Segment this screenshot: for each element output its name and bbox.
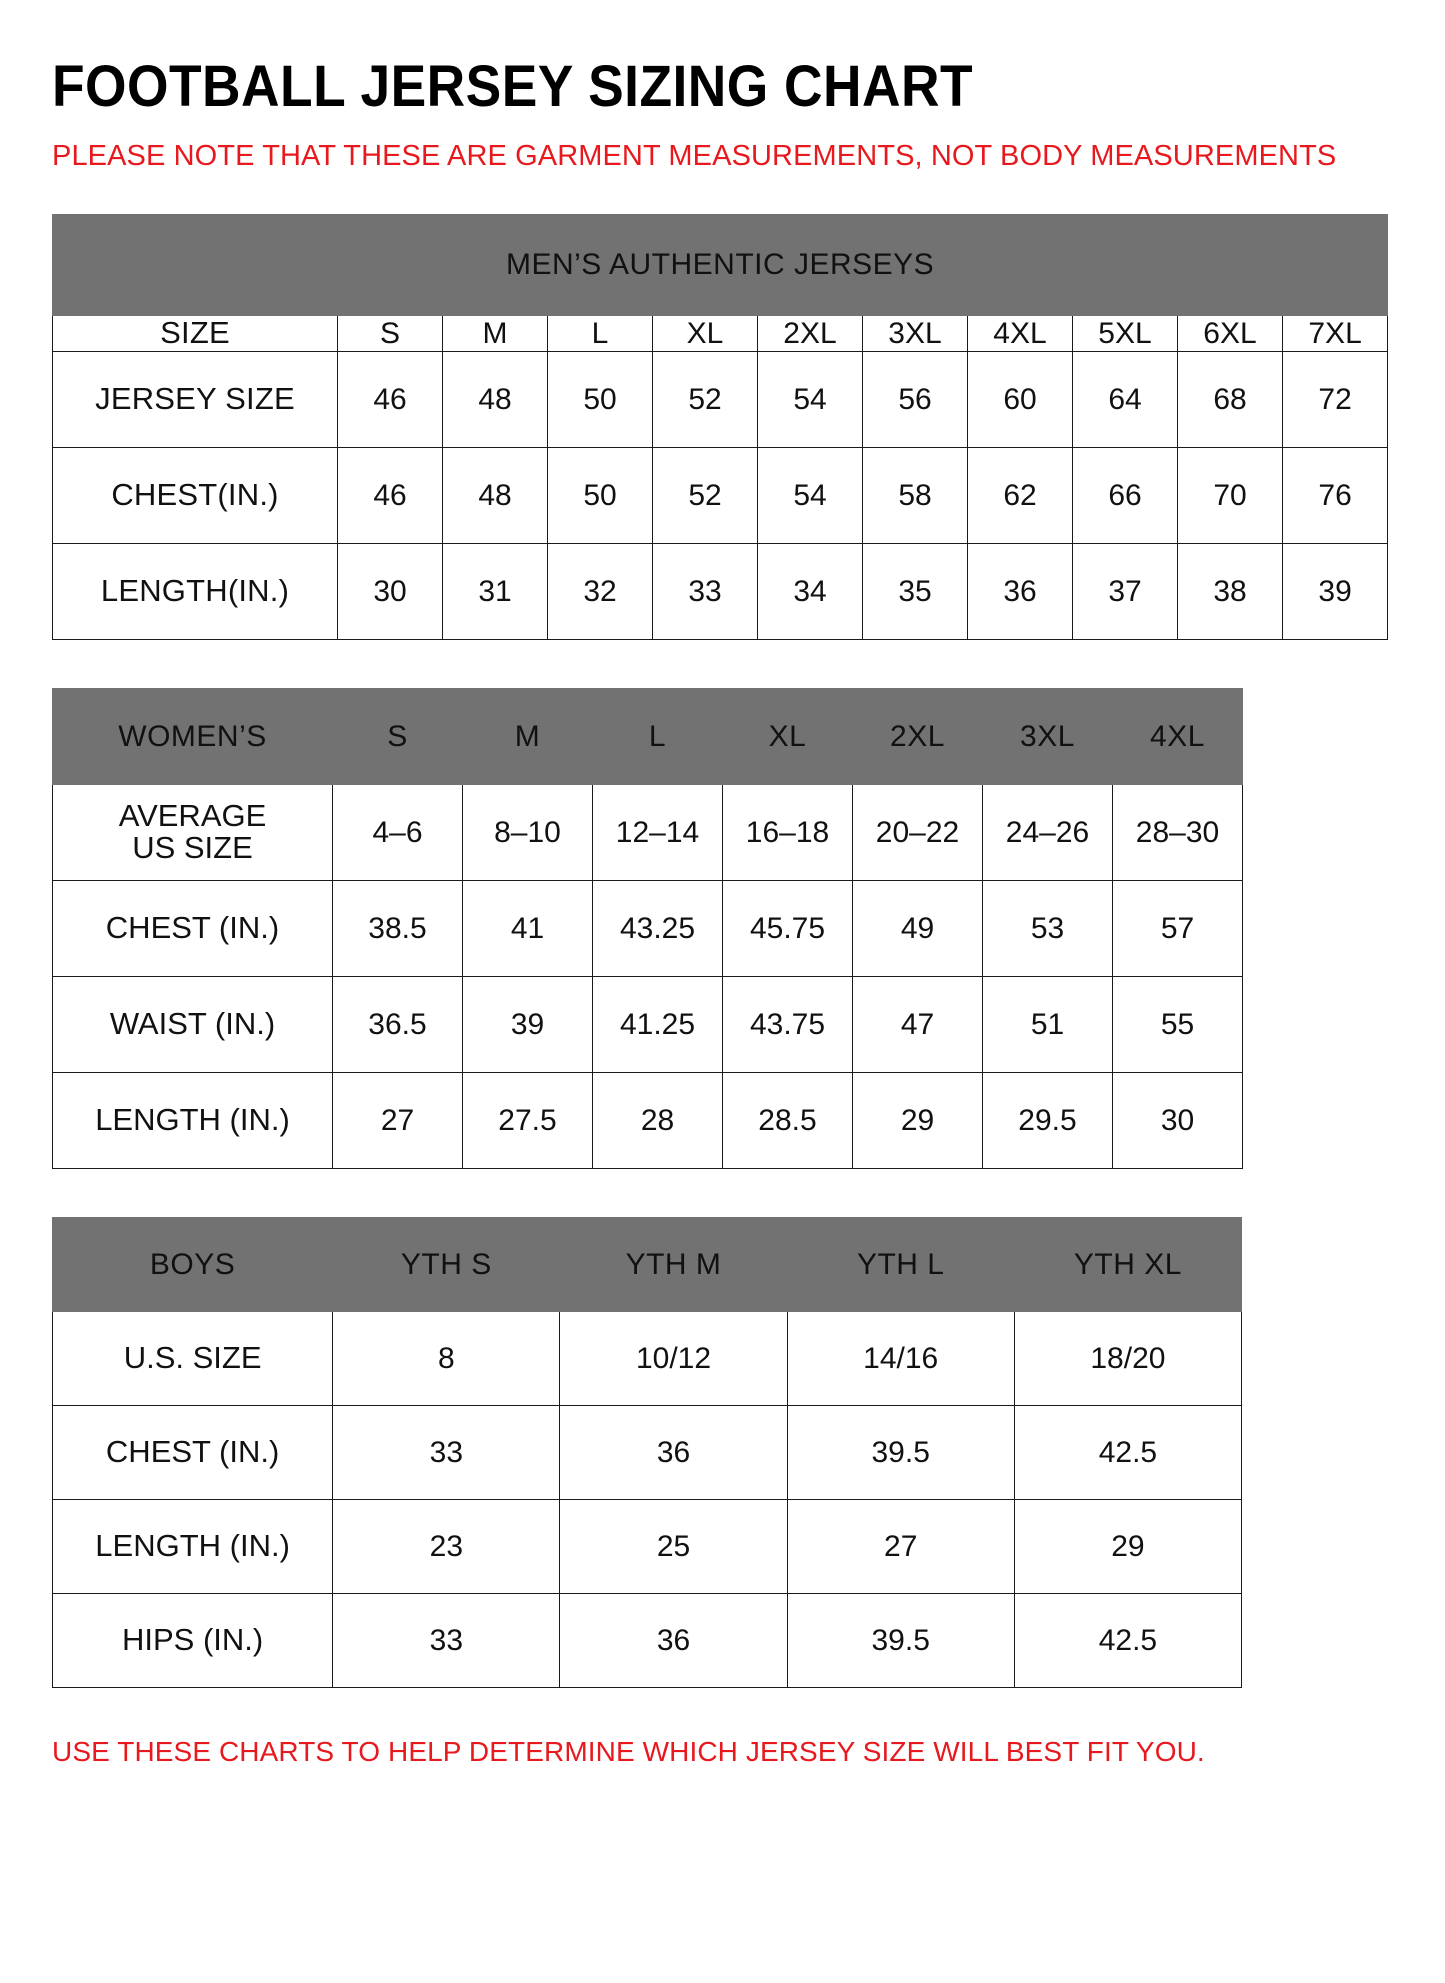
table-cell: 51	[983, 976, 1113, 1072]
table-cell: 18/20	[1014, 1311, 1241, 1405]
table-cell: 39.5	[787, 1405, 1014, 1499]
table-cell: 42.5	[1014, 1405, 1241, 1499]
womens-header-2xl: 2XL	[853, 688, 983, 784]
table-cell: 38	[1178, 543, 1283, 639]
womens-sizing-table	[52, 688, 1243, 1169]
boys-row-label: CHEST (IN.)	[53, 1405, 333, 1499]
table-cell: 43.25	[593, 880, 723, 976]
table-cell: 29.5	[983, 1072, 1113, 1168]
womens-header-l: L	[593, 688, 723, 784]
womens-header-label: WOMEN’S	[53, 688, 333, 784]
table-cell: 68	[1178, 351, 1283, 447]
table-cell: 27	[787, 1499, 1014, 1593]
womens-row-label: WAIST (IN.)	[53, 976, 333, 1072]
mens-header-l: L	[548, 316, 653, 352]
table-cell: 39.5	[787, 1593, 1014, 1687]
table-cell: 36	[560, 1405, 787, 1499]
table-cell: 49	[853, 880, 983, 976]
table-cell: 54	[758, 351, 863, 447]
boys-header-yth-m: YTH M	[560, 1217, 787, 1311]
table-cell: 37	[1073, 543, 1178, 639]
table-cell: 64	[1073, 351, 1178, 447]
boys-row-label: U.S. SIZE	[53, 1311, 333, 1405]
mens-header-s: S	[338, 316, 443, 352]
table-cell: 45.75	[723, 880, 853, 976]
table-cell: 55	[1113, 976, 1243, 1072]
table-cell: 60	[968, 351, 1073, 447]
table-cell: 8	[333, 1311, 560, 1405]
table-cell: 23	[333, 1499, 560, 1593]
womens-row-label	[53, 784, 333, 880]
mens-band-row	[53, 215, 1388, 316]
table-cell: 33	[333, 1593, 560, 1687]
table-cell: 33	[653, 543, 758, 639]
page-subtitle: PLEASE NOTE THAT THESE ARE GARMENT MEASUREMENTS, NOT BODY MEASUREMENTS	[52, 140, 1337, 172]
womens-header-s: S	[333, 688, 463, 784]
table-row	[53, 447, 1388, 543]
table-row	[53, 1072, 1243, 1168]
table-row	[53, 543, 1388, 639]
womens-row-label-line1: AVERAGE	[118, 797, 267, 833]
table-row	[53, 784, 1243, 880]
table-cell: 41	[463, 880, 593, 976]
mens-row-label: CHEST(IN.)	[53, 447, 338, 543]
page-title: FOOTBALL JERSEY SIZING CHART	[52, 54, 974, 119]
table-cell: 36.5	[333, 976, 463, 1072]
table-cell: 42.5	[1014, 1593, 1241, 1687]
table-cell: 12–14	[593, 784, 723, 880]
table-cell: 31	[443, 543, 548, 639]
table-cell: 50	[548, 351, 653, 447]
boys-row-label: LENGTH (IN.)	[53, 1499, 333, 1593]
mens-header-7xl: 7XL	[1283, 316, 1388, 352]
table-cell: 20–22	[853, 784, 983, 880]
table-cell: 46	[338, 351, 443, 447]
table-cell: 58	[863, 447, 968, 543]
table-cell: 33	[333, 1405, 560, 1499]
table-cell: 50	[548, 447, 653, 543]
table-cell: 30	[1113, 1072, 1243, 1168]
table-cell: 47	[853, 976, 983, 1072]
mens-header-3xl: 3XL	[863, 316, 968, 352]
mens-row-label: JERSEY SIZE	[53, 351, 338, 447]
table-cell: 66	[1073, 447, 1178, 543]
womens-header-row	[53, 688, 1243, 784]
table-row	[53, 1311, 1242, 1405]
table-row	[53, 1405, 1242, 1499]
table-cell: 32	[548, 543, 653, 639]
table-row	[53, 880, 1243, 976]
table-cell: 8–10	[463, 784, 593, 880]
womens-row-label-line2: US SIZE	[132, 830, 253, 866]
boys-row-label: HIPS (IN.)	[53, 1593, 333, 1687]
table-cell: 53	[983, 880, 1113, 976]
table-cell: 57	[1113, 880, 1243, 976]
boys-header-yth-l: YTH L	[787, 1217, 1014, 1311]
boys-header-label: BOYS	[53, 1217, 333, 1311]
table-row	[53, 1499, 1242, 1593]
table-cell: 41.25	[593, 976, 723, 1072]
table-cell: 52	[653, 447, 758, 543]
mens-header-6xl: 6XL	[1178, 316, 1283, 352]
mens-header-row	[53, 316, 1388, 352]
table-cell: 76	[1283, 447, 1388, 543]
womens-header-m: M	[463, 688, 593, 784]
table-cell: 24–26	[983, 784, 1113, 880]
footer-note: USE THESE CHARTS TO HELP DETERMINE WHICH JERSEY SIZE WILL BEST FIT YOU.	[52, 1735, 1205, 1767]
table-cell: 28–30	[1113, 784, 1243, 880]
womens-row-label: LENGTH (IN.)	[53, 1072, 333, 1168]
table-cell: 16–18	[723, 784, 853, 880]
table-cell: 39	[463, 976, 593, 1072]
boys-sizing-table	[52, 1217, 1242, 1688]
table-cell: 52	[653, 351, 758, 447]
mens-header-4xl: 4XL	[968, 316, 1073, 352]
mens-sizing-table	[52, 214, 1388, 640]
table-cell: 56	[863, 351, 968, 447]
mens-header-m: M	[443, 316, 548, 352]
mens-header-2xl: 2XL	[758, 316, 863, 352]
table-cell: 10/12	[560, 1311, 787, 1405]
womens-row-label: CHEST (IN.)	[53, 880, 333, 976]
table-cell: 48	[443, 447, 548, 543]
table-cell: 25	[560, 1499, 787, 1593]
table-cell: 38.5	[333, 880, 463, 976]
table-cell: 72	[1283, 351, 1388, 447]
table-row	[53, 976, 1243, 1072]
table-cell: 70	[1178, 447, 1283, 543]
mens-header-5xl: 5XL	[1073, 316, 1178, 352]
table-cell: 27	[333, 1072, 463, 1168]
mens-row-label: LENGTH(IN.)	[53, 543, 338, 639]
boys-header-yth-xl: YTH XL	[1014, 1217, 1241, 1311]
womens-header-3xl: 3XL	[983, 688, 1113, 784]
table-cell: 4–6	[333, 784, 463, 880]
table-cell: 14/16	[787, 1311, 1014, 1405]
mens-band-title: MEN’S AUTHENTIC JERSEYS	[53, 215, 1388, 316]
table-cell: 34	[758, 543, 863, 639]
womens-header-4xl: 4XL	[1113, 688, 1243, 784]
womens-header-xl: XL	[723, 688, 853, 784]
table-cell: 29	[853, 1072, 983, 1168]
table-cell: 36	[968, 543, 1073, 639]
boys-header-yth-s: YTH S	[333, 1217, 560, 1311]
table-cell: 35	[863, 543, 968, 639]
mens-header-xl: XL	[653, 316, 758, 352]
table-cell: 28.5	[723, 1072, 853, 1168]
table-cell: 30	[338, 543, 443, 639]
table-cell: 36	[560, 1593, 787, 1687]
table-row	[53, 1593, 1242, 1687]
table-cell: 39	[1283, 543, 1388, 639]
table-row	[53, 351, 1388, 447]
table-cell: 43.75	[723, 976, 853, 1072]
table-cell: 54	[758, 447, 863, 543]
table-cell: 27.5	[463, 1072, 593, 1168]
table-cell: 28	[593, 1072, 723, 1168]
mens-header-size: SIZE	[53, 316, 338, 352]
table-cell: 62	[968, 447, 1073, 543]
table-cell: 48	[443, 351, 548, 447]
table-cell: 29	[1014, 1499, 1241, 1593]
table-cell: 46	[338, 447, 443, 543]
boys-header-row	[53, 1217, 1242, 1311]
